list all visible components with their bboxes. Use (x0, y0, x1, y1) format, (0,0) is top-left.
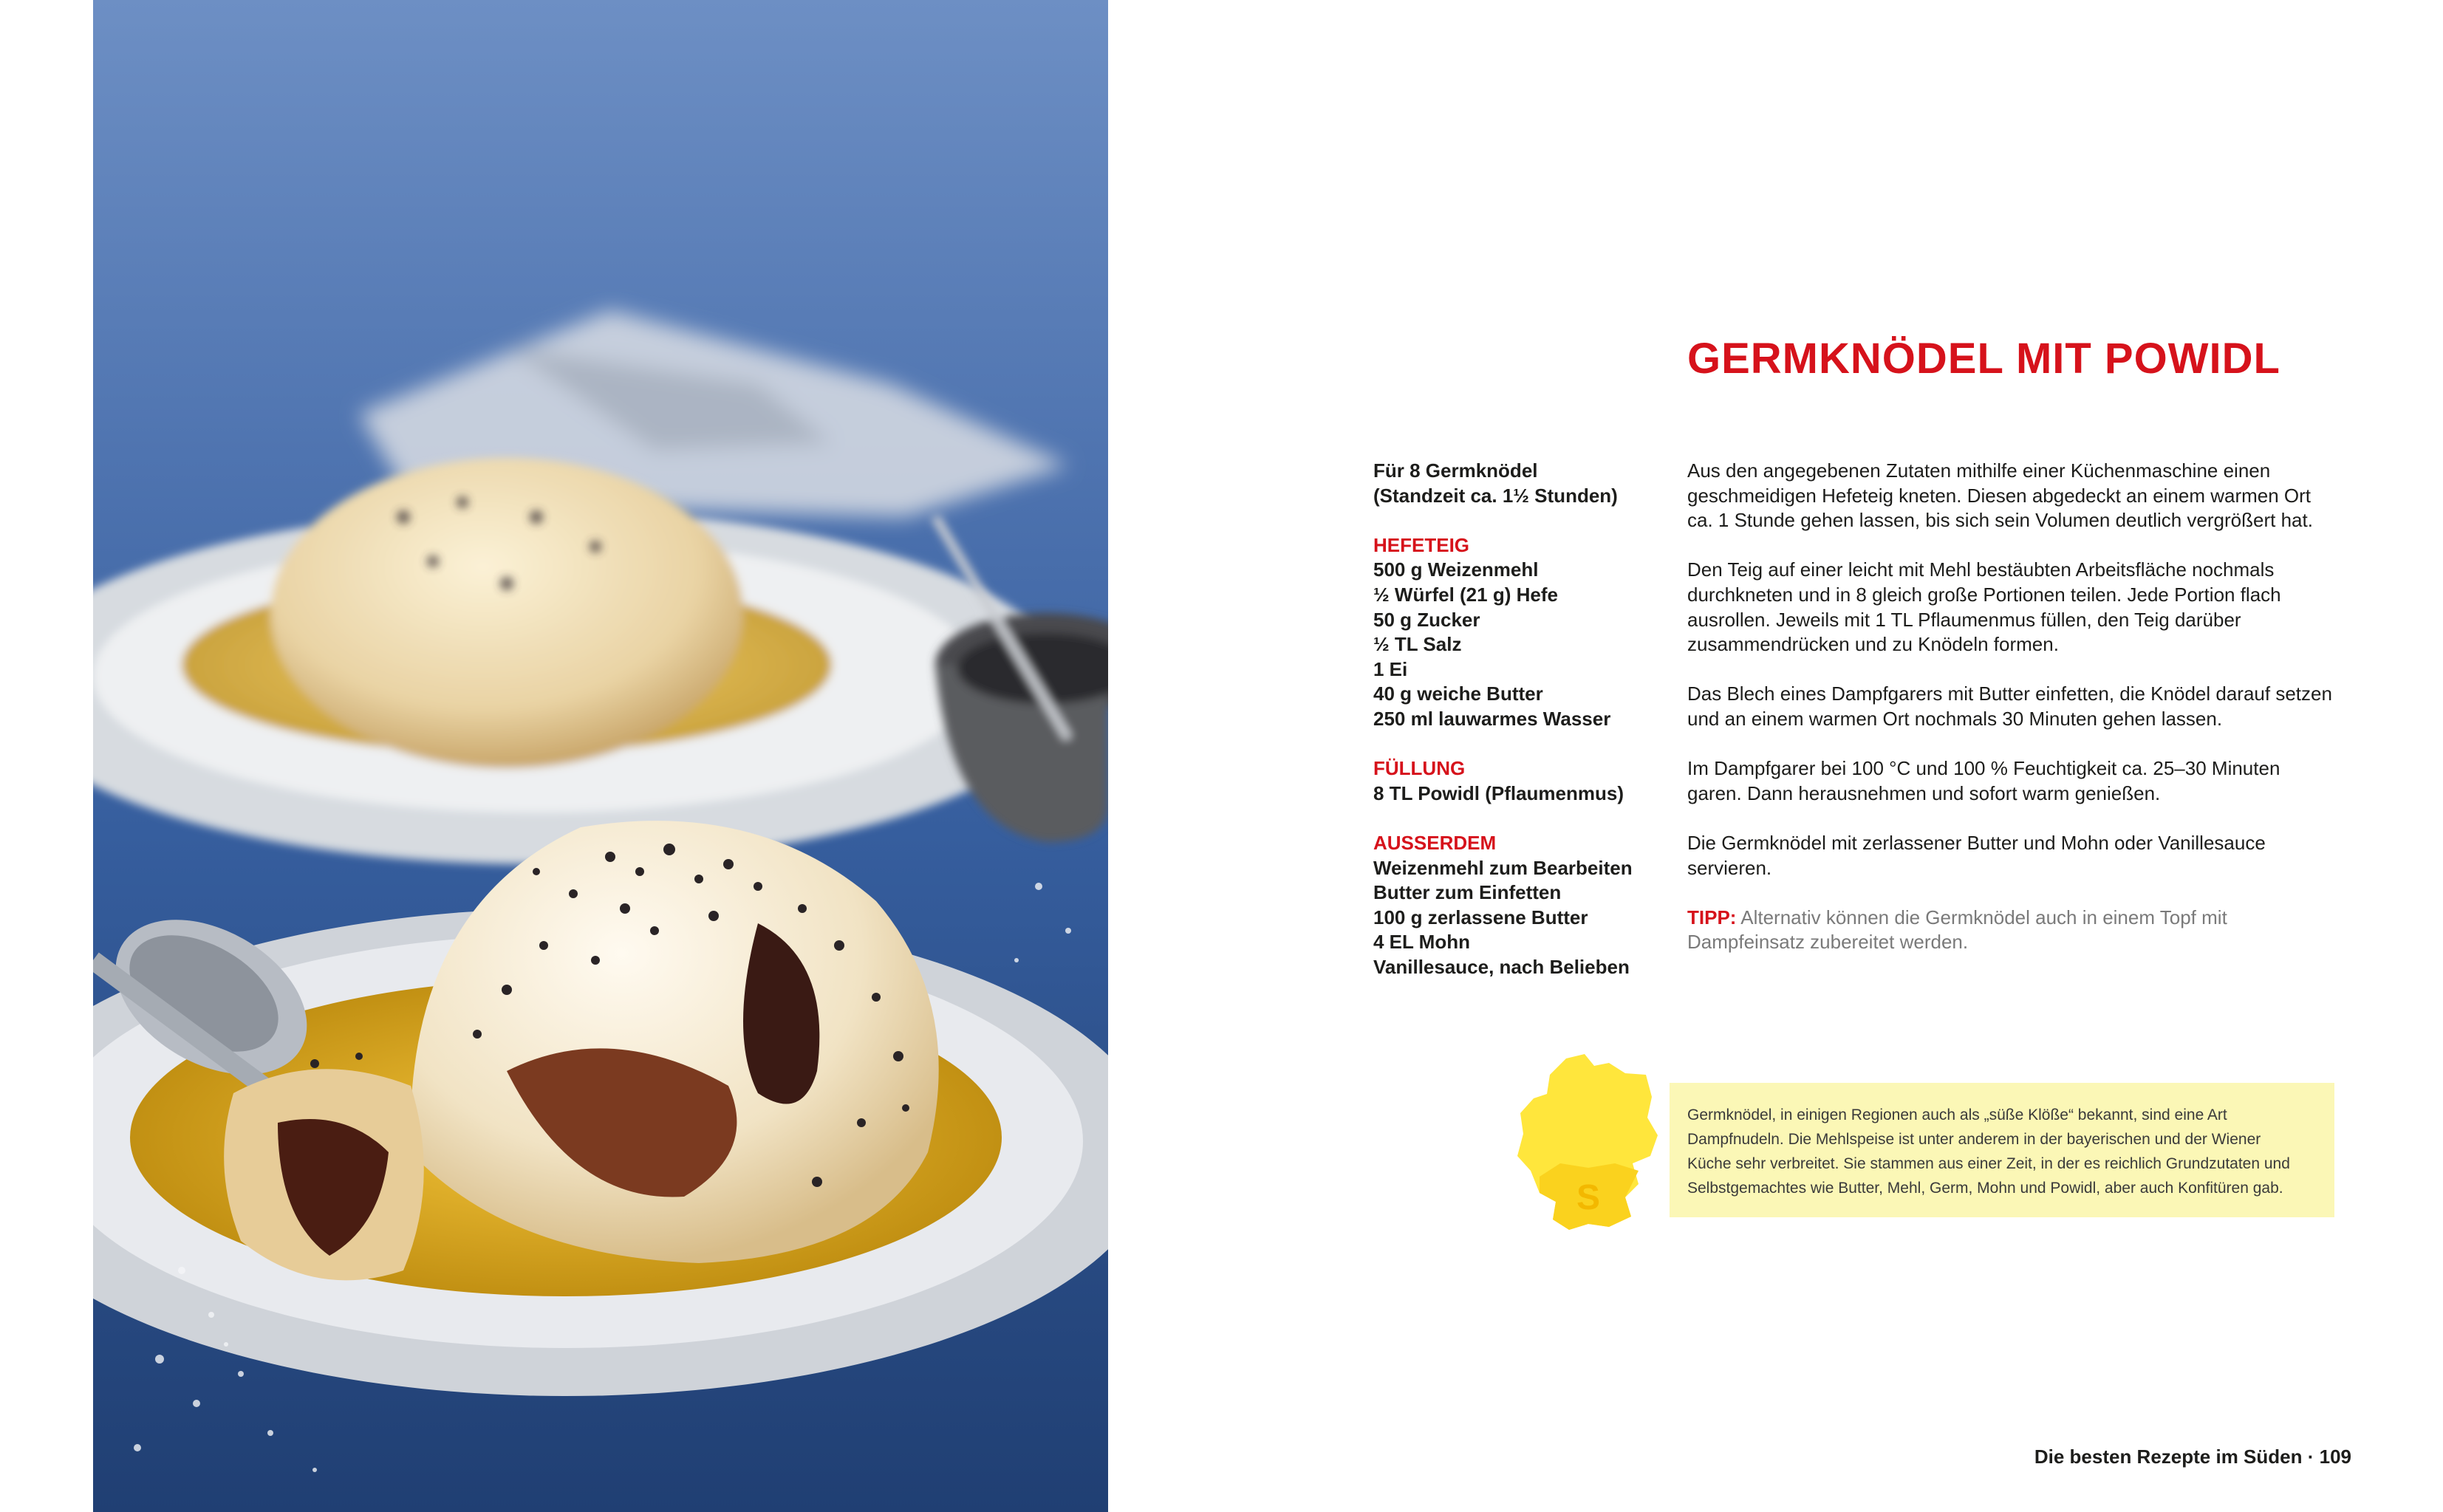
ingredient-item: Weizenmehl zum Bearbeiten (1373, 856, 1633, 879)
recipe-title: GERMKNÖDEL MIT POWIDL (1687, 335, 2280, 383)
section-label-ausserdem: AUSSERDEM (1373, 831, 1497, 854)
ingredient-item: 250 ml lauwarmes Wasser (1373, 707, 1611, 730)
ingredient-item: Vanillesauce, nach Belieben (1373, 955, 1630, 978)
recipe-photo (93, 0, 1108, 1512)
section-label-hefeteig: HEFETEIG (1373, 533, 1470, 556)
page-footer (2034, 1446, 2351, 1468)
resting-time-line: (Standzeit ca. 1½ Stunden) (1373, 484, 1618, 507)
ingredients-column (1373, 459, 1669, 979)
method-step: Die Germknödel mit zerlassener Butter und Mohn oder Vanillesauce servieren. (1687, 831, 2266, 879)
back-plate (93, 458, 1068, 864)
ingredient-item: 50 g Zucker (1373, 608, 1480, 631)
method-column (1687, 459, 2337, 979)
germany-map-icon (1514, 1053, 1662, 1234)
footer-separator: · (2302, 1446, 2320, 1468)
ingredient-item: 40 g weiche Butter (1373, 683, 1543, 705)
tip-text: Alternativ können die Germknödel auch in einem Topf mit Dampfeinsatz zubereitet werden. (1687, 906, 2227, 954)
tip-label: TIPP: (1687, 906, 1737, 928)
tip (1687, 906, 2337, 955)
ingredient-item: 1 Ei (1373, 657, 1408, 680)
region-letter: S (1576, 1178, 1601, 1217)
method-step: Das Blech eines Dampfgarers mit Butter einfetten, die Knödel darauf setzen und an einem warmen Ort nochmals 30 Minuten gehen lassen. (1687, 683, 2332, 730)
ingredient-item: 100 g zerlassene Butter (1373, 906, 1588, 928)
method-step: Im Dampfgarer bei 100 °C und 100 % Feuchtigkeit ca. 25–30 Minuten garen. Dann herausnehmen und sofort warm genießen. (1687, 757, 2280, 804)
method-step: Den Teig auf einer leicht mit Mehl bestäubten Arbeitsfläche nochmals durchkneten und in 8 gleich große Portionen teilen. Jede Portion flach ausrollen. Jeweils mit 1 TL Pflaumenmus füllen, den Teig darüber zusammendrücken und zu Knödeln formen. (1687, 558, 2281, 656)
section-label-fuellung: FÜLLUNG (1373, 757, 1466, 780)
ingredient-item: 500 g Weizenmehl (1373, 558, 1539, 581)
page-number: 109 (2319, 1446, 2351, 1468)
ingredient-item: ½ TL Salz (1373, 633, 1462, 656)
info-box-text: Germknödel, in einigen Regionen auch als „süße Klöße“ bekannt, sind eine Art Dampfnudeln. Die Mehlspeise ist unter anderem in der bayerischen und der Wiener Küche sehr verbreitet. Sie stammen aus einer Zeit, in der es reichlich Grundzutaten und Selbstgemachtes wie Butter, Mehl, Germ, Mohn und Powidl, aber auch Konfitüren gab. (1687, 1106, 2290, 1197)
running-footer-section: Die besten Rezepte im Süden (2034, 1446, 2303, 1468)
ingredient-item: 4 EL Mohn (1373, 931, 1470, 954)
ingredient-item: 8 TL Powidl (Pflaumenmus) (1373, 781, 1624, 804)
ingredient-item: ½ Würfel (21 g) Hefe (1373, 583, 1558, 606)
yield-line: Für 8 Germknödel (1373, 459, 1538, 482)
method-step: Aus den angegebenen Zutaten mithilfe einer Küchenmaschine einen geschmeidigen Hefeteig kneten. Diesen abgedeckt an einem warmen Ort ca. 1 Stunde gehen lassen, bis sich sein Volumen deutlich vergrößert hat. (1687, 459, 2313, 532)
ingredient-item: Butter zum Einfetten (1373, 881, 1562, 904)
